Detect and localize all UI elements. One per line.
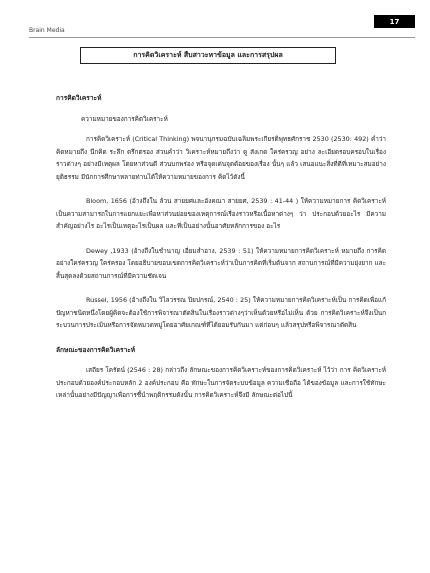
section-heading-characteristics: ลักษณะของการคิดวิเคราะห์	[56, 345, 136, 354]
header-divider	[29, 37, 415, 38]
chapter-title: การคิดวิเคราะห์ สืบสาวะหาข้อมูล และการสรุปผล	[80, 47, 336, 64]
section-heading-analytical-thinking: การคิดวิเคราะห์	[56, 94, 102, 102]
paragraph-dewey: Dewey ,1933 (อ้างถึงในชำนาญ เอี่ยมสำอาง, 2539 : 51) ให้ความหมายการคิดวิเคราะห์ หมายถึง การคิดอย่างใคร่ครวญ ใคร่ครอง โดยอธิบายขอบเขตการคิดวิเคราะห์ว่าเป็นการคิดที่เริ่มต้นจาก สถานการณ์ที่มีความยุ่งยาก และสิ้นสุดลงด้วยสถานการณ์ที่มีความชัดเจน	[56, 246, 386, 280]
publisher-label: Brain Media	[29, 27, 65, 34]
document-body	[56, 92, 386, 402]
page-number-badge: 17	[374, 15, 415, 28]
paragraph-bloom: Bloom, 1656 (อ้างถึงใน ล้วน สายยศและอังคณา สายยศ, 2539 : 41-44 ) ให้ความหมายการ คิดวิเคราะห์ เป็นความสามารถในการแยกแยะเพื่อหาส่วนย่อยของเหตุการณ์เรื่องราวหรือเนื้อหาต่างๆ ว่า ประกอบด้วยอะไร มีความสำคัญอย่างไร อะไรเป็นเหตุอะไรเป็นผล และที่เป็นอย่างนั้นอาศัยหลักการของ อะไร	[56, 197, 386, 230]
paragraph-definition: การคิดวิเคราะห์ (Critical Thinking) พจนานุกรมฉบับเฉลิมพระเกียรติพุทธศักราช 2530 (2530: 492) คำว่า คิดหมายถึง นึกคิด ระลึก ตรึกตรอง ส่วนคำว่า วิเคราะห์หมายถึงว่า ดู สังเกต ใคร่ครวญ อย่าง ละเอียดรอบครอบในเรื่องราวต่างๆ อย่างมีเหตุผล โดยหาส่วนดี ส่วนบกพร่อง หรือจุดเด่นจุดด้อยของเรื่อง นั้นๆ แล้ว เสนอแนะสิ่งที่ดีที่เหมาะสมอย่างยุติธรรม มีนักการศึกษาหลายท่านได้ให้ความหมายของการ คิดไว้ดังนี้	[56, 135, 386, 181]
paragraph-russel: Russel, 1956 (อ้างถึงใน วิไลวรรณ ปิยปกรณ์, 2540 : 25) ให้ความหมายการคิดวิเคราะห์เป็น การคิดเพื่อแก้ปัญหาชนิดหนึ่งโดยผู้คิดจะต้องใช้การพิจารณาตัดสินในเรื่องราวต่างๆว่าเห็นด้วยหรือไม่เห็น ด้วย การคิดวิเคราะห์จึงเป็นกระบวนการประเมินหรือการจัดหมวดหมู่โดยอาศัยเกณฑ์ที่ได้ยอมรับกันมา แต่ก่อนๆ แล้วสรุปหรือพิจารณาตัดสิน	[56, 296, 386, 329]
subheading-meaning: ความหมายของการคิดวิเคราะห์	[81, 114, 168, 123]
paragraph-characteristics: เสถียร โครัตน์ (2546 : 28) กล่าวถึง ลักษณะของการคิดวิเคราะห์ของการคิดวิเคราะห์ ไว้ว่า การ คิดวิเคราะห์ประกอบด้วยองค์ประกอบหลัก 2 องค์ประกอบ คือ ทักษะในการจัดระบบข้อมูล ความเชื่อถือ ได้ของข้อมูล และการใช้ทักษะเหล่านั้นอย่างมีปัญญาเพื่อการชี้นำพฤติกรรมดังนั้น การคิดวิเคราะห์จึงมี ลักษณะต่อไปนี้	[56, 366, 386, 399]
